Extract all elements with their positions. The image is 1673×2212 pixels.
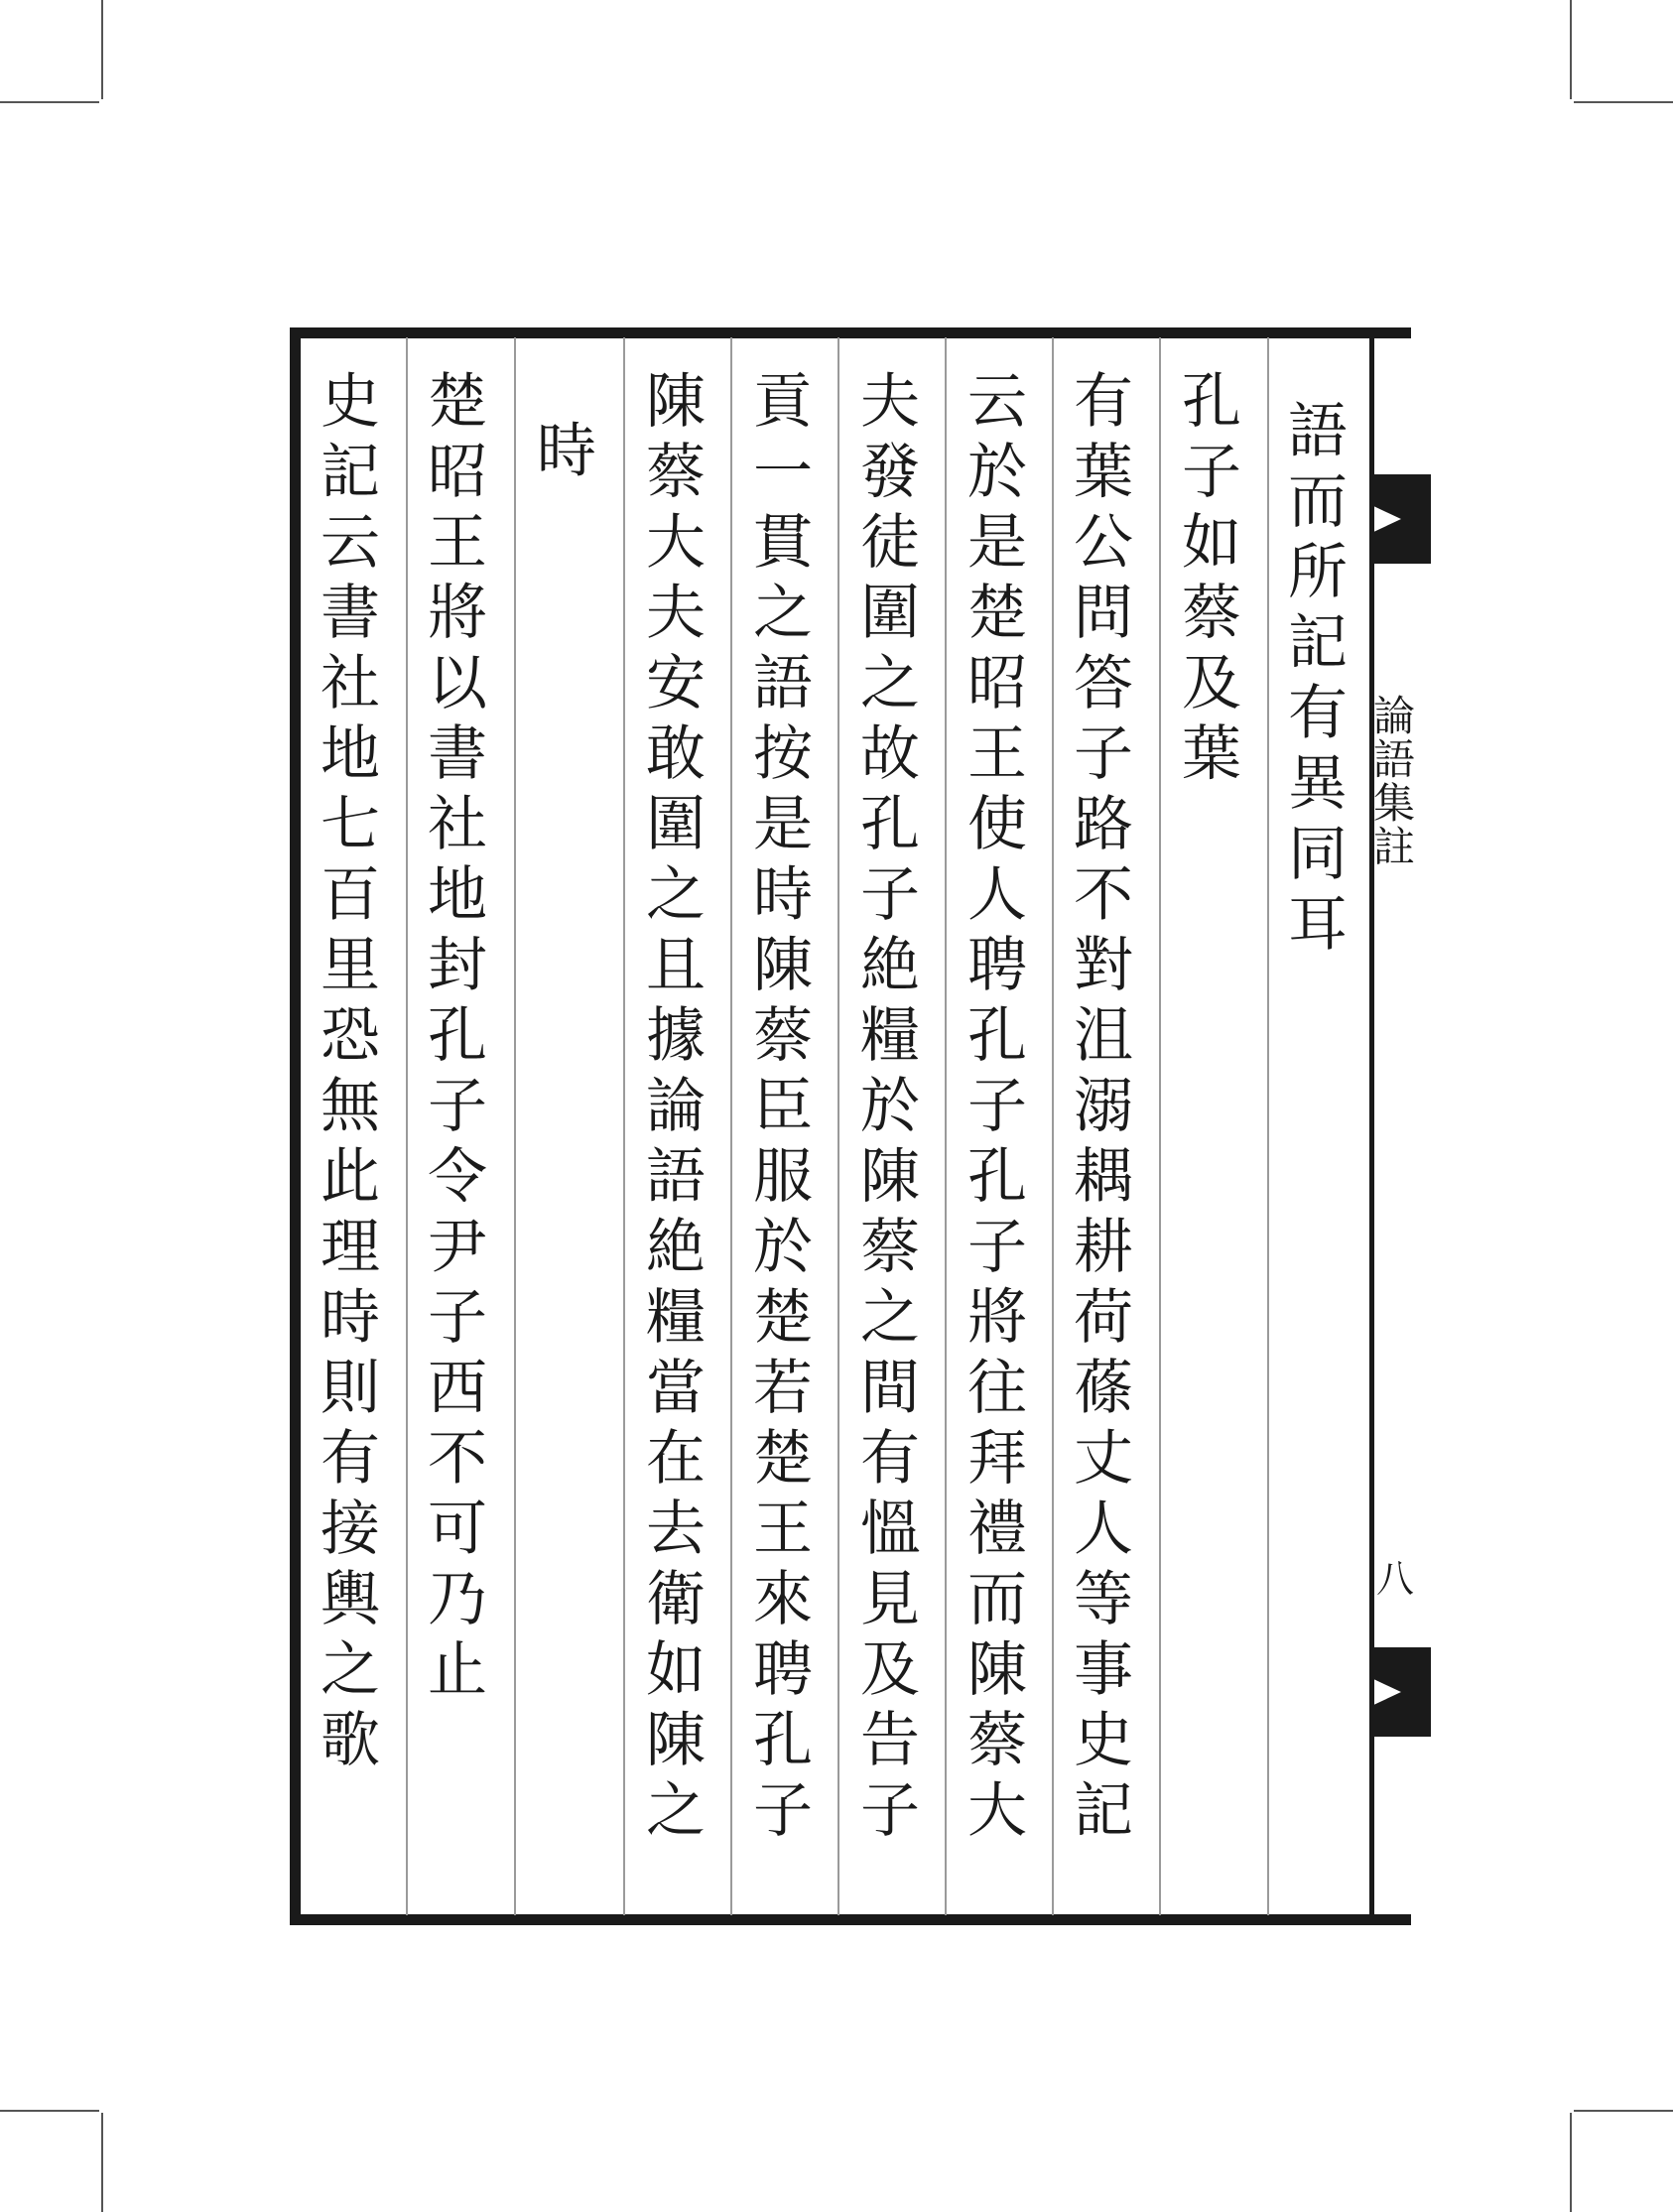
glyph: 人 — [967, 860, 1027, 930]
glyph: 圍 — [646, 790, 706, 859]
glyph: 此 — [321, 1142, 380, 1212]
glyph: 如 — [646, 1635, 706, 1705]
glyph: 尹 — [428, 1213, 487, 1282]
glyph: 陳 — [753, 931, 813, 1000]
glyph: 楚 — [428, 367, 487, 437]
glyph: 子 — [860, 1776, 920, 1846]
glyph: 蔡 — [860, 1213, 920, 1282]
crop-mark — [0, 2110, 99, 2112]
glyph: 孔 — [428, 1001, 487, 1071]
glyph: 地 — [428, 860, 487, 930]
glyph: 服 — [753, 1142, 813, 1212]
glyph: 衛 — [646, 1565, 706, 1634]
crop-mark — [1570, 0, 1572, 99]
spine-glyph: 集 — [1372, 779, 1415, 828]
glyph: 子 — [860, 860, 920, 930]
glyph: 以 — [428, 649, 487, 718]
glyph: 且 — [646, 931, 706, 1000]
glyph: 理 — [321, 1213, 380, 1282]
glyph: 楚 — [753, 1424, 813, 1494]
glyph: 記 — [1288, 608, 1348, 678]
glyph: 社 — [321, 649, 380, 718]
glyph: 葉 — [1182, 719, 1241, 789]
spine-glyph: 語 — [1372, 735, 1415, 784]
text-column-4 — [953, 367, 1042, 1847]
glyph: 糧 — [646, 1283, 706, 1353]
glyph: 乃 — [428, 1565, 487, 1634]
glyph: 不 — [1074, 860, 1133, 930]
glyph: 時 — [321, 1283, 380, 1353]
glyph: 夫 — [860, 367, 920, 437]
column-rule — [514, 337, 516, 1915]
glyph: 云 — [967, 367, 1027, 437]
glyph: 蔡 — [753, 1001, 813, 1071]
glyph: 之 — [321, 1635, 380, 1705]
glyph: 同 — [1288, 820, 1348, 889]
glyph: 荷 — [1074, 1283, 1133, 1353]
glyph: 及 — [1182, 649, 1241, 718]
glyph: 答 — [1074, 649, 1133, 718]
glyph: 之 — [860, 1283, 920, 1353]
glyph: 使 — [967, 790, 1027, 859]
spine-glyph: 註 — [1372, 823, 1415, 871]
glyph: 子 — [428, 1072, 487, 1141]
glyph: 七 — [321, 790, 380, 859]
glyph: 公 — [1074, 508, 1133, 578]
spine-glyph: 論 — [1372, 692, 1415, 740]
crop-mark — [1570, 2113, 1572, 2212]
glyph: 貢 — [753, 367, 813, 437]
glyph: 溺 — [1074, 1072, 1133, 1141]
glyph: 大 — [967, 1776, 1027, 1846]
glyph: 時 — [753, 860, 813, 930]
glyph: 陳 — [967, 1635, 1027, 1705]
glyph: 耦 — [1074, 1142, 1133, 1212]
fishtail-mark-bottom — [1369, 1647, 1431, 1737]
glyph: 對 — [1074, 931, 1133, 1000]
text-column-5 — [845, 367, 935, 1847]
glyph: 孔 — [753, 1706, 813, 1775]
glyph: 書 — [321, 579, 380, 648]
column-rule — [623, 337, 625, 1915]
glyph: 史 — [321, 367, 380, 437]
crop-mark — [1574, 2110, 1673, 2112]
glyph: 語 — [753, 649, 813, 718]
glyph: 徒 — [860, 508, 920, 578]
glyph: 問 — [1074, 579, 1133, 648]
glyph: 楚 — [967, 579, 1027, 648]
glyph: 將 — [967, 1283, 1027, 1353]
glyph: 有 — [1074, 367, 1133, 437]
glyph: 時 — [537, 417, 596, 486]
text-column-2 — [1167, 367, 1256, 790]
glyph: 楚 — [753, 1283, 813, 1353]
glyph: 陳 — [646, 367, 706, 437]
crop-mark — [101, 0, 103, 99]
glyph: 有 — [1288, 679, 1348, 748]
glyph: 蔡 — [646, 438, 706, 507]
glyph: 見 — [860, 1565, 920, 1634]
glyph: 止 — [428, 1635, 487, 1705]
glyph: 論 — [646, 1072, 706, 1141]
glyph: 糧 — [860, 1001, 920, 1071]
glyph: 告 — [860, 1706, 920, 1775]
glyph: 百 — [321, 860, 380, 930]
glyph: 子 — [428, 1283, 487, 1353]
glyph: 葉 — [1074, 438, 1133, 507]
glyph: 書 — [428, 719, 487, 789]
glyph: 歌 — [321, 1706, 380, 1775]
glyph: 來 — [753, 1565, 813, 1634]
glyph: 云 — [321, 508, 380, 578]
glyph: 絶 — [860, 931, 920, 1000]
glyph: 社 — [428, 790, 487, 859]
glyph: 據 — [646, 1001, 706, 1071]
glyph: 子 — [1074, 719, 1133, 789]
glyph: 聘 — [753, 1635, 813, 1705]
column-rule — [1159, 337, 1161, 1915]
glyph: 蔡 — [1182, 579, 1241, 648]
glyph: 蔡 — [967, 1706, 1027, 1775]
glyph: 發 — [860, 438, 920, 507]
glyph: 西 — [428, 1354, 487, 1423]
text-column-3 — [1059, 367, 1148, 1847]
glyph: 一 — [753, 438, 813, 507]
glyph: 輿 — [321, 1565, 380, 1634]
glyph: 王 — [967, 719, 1027, 789]
glyph: 里 — [321, 931, 380, 1000]
glyph: 將 — [428, 579, 487, 648]
glyph: 無 — [321, 1072, 380, 1141]
text-column-7 — [631, 367, 720, 1847]
crop-mark — [1574, 101, 1673, 103]
glyph: 沮 — [1074, 1001, 1133, 1071]
glyph: 子 — [967, 1213, 1027, 1282]
glyph: 等 — [1074, 1565, 1133, 1634]
glyph: 異 — [1288, 749, 1348, 819]
glyph: 丈 — [1074, 1424, 1133, 1494]
glyph: 聘 — [967, 931, 1027, 1000]
text-column-8 — [522, 417, 611, 487]
text-column-10 — [306, 367, 395, 1776]
glyph: 若 — [753, 1354, 813, 1423]
glyph: 夫 — [646, 579, 706, 648]
glyph: 間 — [860, 1354, 920, 1423]
glyph: 記 — [321, 438, 380, 507]
glyph: 所 — [1288, 538, 1348, 607]
crop-mark — [101, 2113, 103, 2212]
glyph: 可 — [428, 1495, 487, 1564]
glyph: 之 — [646, 860, 706, 930]
glyph: 地 — [321, 719, 380, 789]
glyph: 子 — [1182, 438, 1241, 507]
glyph: 在 — [646, 1424, 706, 1494]
glyph: 去 — [646, 1495, 706, 1564]
glyph: 於 — [860, 1072, 920, 1141]
glyph: 語 — [1288, 397, 1348, 466]
glyph: 慍 — [860, 1495, 920, 1564]
glyph: 王 — [428, 508, 487, 578]
text-column-9 — [413, 367, 502, 1706]
glyph: 大 — [646, 508, 706, 578]
glyph: 往 — [967, 1354, 1027, 1423]
text-column-6 — [738, 367, 828, 1847]
glyph: 孔 — [967, 1142, 1027, 1212]
glyph: 昭 — [967, 649, 1027, 718]
glyph: 封 — [428, 931, 487, 1000]
column-rule — [945, 337, 947, 1915]
glyph: 是 — [753, 790, 813, 859]
glyph: 則 — [321, 1354, 380, 1423]
glyph: 耳 — [1288, 890, 1348, 960]
column-rule — [730, 337, 732, 1915]
glyph: 敢 — [646, 719, 706, 789]
glyph: 貫 — [753, 508, 813, 578]
page-number: 八 — [1375, 1557, 1414, 1601]
glyph: 之 — [860, 649, 920, 718]
glyph: 蓧 — [1074, 1354, 1133, 1423]
glyph: 之 — [646, 1776, 706, 1846]
glyph: 按 — [753, 719, 813, 789]
spine-title — [1364, 692, 1424, 871]
glyph: 接 — [321, 1495, 380, 1564]
glyph: 有 — [321, 1424, 380, 1494]
glyph: 安 — [646, 649, 706, 718]
glyph: 是 — [967, 508, 1027, 578]
glyph: 孔 — [1182, 367, 1241, 437]
glyph: 陳 — [860, 1142, 920, 1212]
glyph: 孔 — [967, 1001, 1027, 1071]
glyph: 禮 — [967, 1495, 1027, 1564]
glyph: 令 — [428, 1142, 487, 1212]
column-rule — [406, 337, 408, 1915]
glyph: 當 — [646, 1354, 706, 1423]
glyph: 故 — [860, 719, 920, 789]
glyph: 史 — [1074, 1706, 1133, 1775]
column-rule — [1267, 337, 1269, 1915]
glyph: 昭 — [428, 438, 487, 507]
glyph: 事 — [1074, 1635, 1133, 1705]
glyph: 絶 — [646, 1213, 706, 1282]
glyph: 而 — [967, 1565, 1027, 1634]
glyph: 於 — [753, 1213, 813, 1282]
glyph: 路 — [1074, 790, 1133, 859]
glyph: 恐 — [321, 1001, 380, 1071]
glyph: 陳 — [646, 1706, 706, 1775]
fishtail-mark-top — [1369, 474, 1431, 564]
glyph: 孔 — [860, 790, 920, 859]
glyph: 子 — [753, 1776, 813, 1846]
column-rule — [1052, 337, 1054, 1915]
glyph: 圍 — [860, 579, 920, 648]
column-rule — [837, 337, 839, 1915]
glyph: 及 — [860, 1635, 920, 1705]
glyph: 語 — [646, 1142, 706, 1212]
glyph: 子 — [967, 1072, 1027, 1141]
glyph: 記 — [1074, 1776, 1133, 1846]
text-column-1 — [1273, 397, 1362, 961]
crop-mark — [0, 101, 99, 103]
glyph: 王 — [753, 1495, 813, 1564]
glyph: 耕 — [1074, 1213, 1133, 1282]
glyph: 臣 — [753, 1072, 813, 1141]
glyph: 拜 — [967, 1424, 1027, 1494]
glyph: 不 — [428, 1424, 487, 1494]
glyph: 如 — [1182, 508, 1241, 578]
glyph: 人 — [1074, 1495, 1133, 1564]
glyph: 有 — [860, 1424, 920, 1494]
glyph: 而 — [1288, 467, 1348, 537]
glyph: 之 — [753, 579, 813, 648]
glyph: 於 — [967, 438, 1027, 507]
